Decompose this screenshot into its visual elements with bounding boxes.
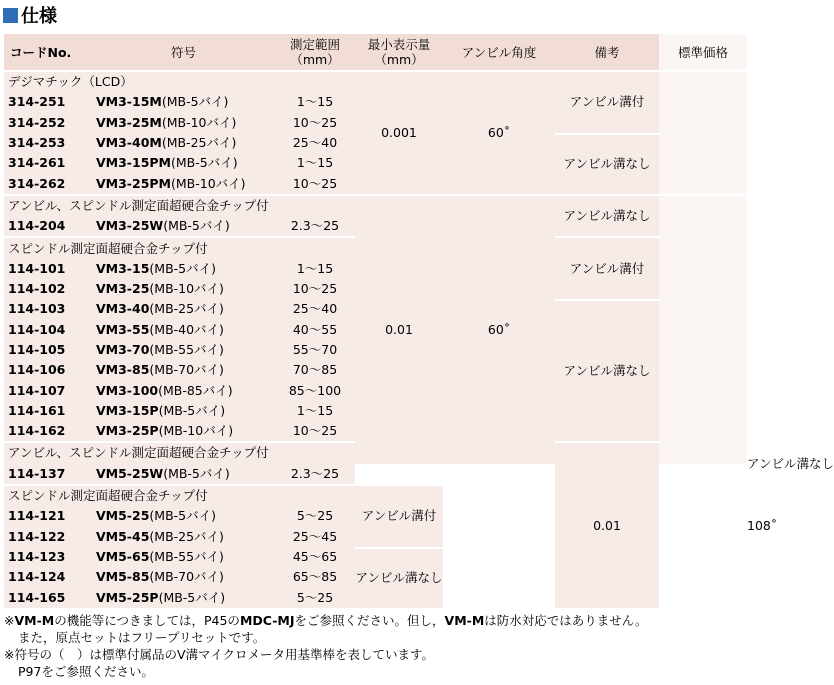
- code-cell: 114-104: [4, 320, 92, 340]
- code-cell: 314-251: [4, 92, 92, 112]
- range-cell: 1～15: [275, 153, 355, 173]
- min-display-cell: 0.01: [555, 441, 659, 607]
- code-cell: 114-102: [4, 279, 92, 299]
- note-model-ref: VM-M: [14, 613, 55, 628]
- code-cell: 114-137: [4, 464, 92, 484]
- ref-bar: (MB-5バイ): [171, 155, 238, 171]
- symbol-cell: [92, 421, 275, 441]
- table-header-row: [4, 34, 747, 72]
- ref-bar: (MB-70バイ): [149, 362, 224, 378]
- model-name: VM3-40M: [96, 135, 162, 151]
- note-text: は防水対応ではありません。: [484, 613, 648, 628]
- code-cell: 114-121: [4, 506, 92, 526]
- note-model-ref: VM-M: [444, 613, 485, 628]
- code-cell: 314-252: [4, 113, 92, 133]
- ref-bar: (MB-10バイ): [158, 423, 234, 439]
- price-cell: [659, 194, 747, 464]
- symbol-cell: [92, 279, 275, 299]
- code-cell: 114-124: [4, 567, 92, 587]
- min-display-cell: 0.01: [355, 194, 443, 464]
- footnote-2: ※符号の（ ）は標準付属品のV溝マイクロメータ用基準棒を表しています。: [4, 647, 435, 662]
- symbol-cell: [92, 92, 275, 112]
- symbol-cell: [92, 173, 275, 193]
- ref-bar: (MB-10バイ): [149, 281, 224, 297]
- range-cell: 45～65: [275, 547, 355, 567]
- model-name: VM3-15: [96, 260, 150, 276]
- code-cell: 314-261: [4, 153, 92, 173]
- symbol-cell: [92, 113, 275, 133]
- model-name: VM3-25W: [96, 218, 164, 234]
- model-name: VM5-25: [96, 508, 150, 524]
- group-label: デジマチック（LCD）: [4, 72, 355, 92]
- model-name: VM5-25P: [96, 589, 159, 605]
- model-name: VM5-65: [96, 548, 150, 564]
- range-cell: 10～25: [275, 421, 355, 441]
- range-cell: 55～70: [275, 340, 355, 360]
- header-remarks: 備考: [555, 34, 659, 72]
- ref-bar: (MB-5バイ): [149, 508, 216, 524]
- remarks-cell: アンビル溝付: [555, 236, 659, 299]
- model-name: VM3-55: [96, 321, 150, 337]
- range-cell: 25～40: [275, 299, 355, 319]
- remarks-cell: アンビル溝なし: [555, 299, 659, 441]
- code-cell: 314-253: [4, 133, 92, 153]
- header-range-l1: 測定範囲: [289, 37, 340, 52]
- range-cell: 5～25: [275, 506, 355, 526]
- ref-bar: (MB-70バイ): [149, 569, 224, 585]
- model-name: VM3-15P: [96, 402, 159, 418]
- square-bullet-icon: [3, 8, 18, 23]
- range-cell: 70～85: [275, 360, 355, 380]
- model-name: VM3-25PM: [96, 175, 171, 191]
- model-name: VM3-100: [96, 382, 159, 398]
- ref-bar: (MB-5バイ): [158, 402, 226, 418]
- group-label: スピンドル測定面超硬合金チップ付: [4, 484, 355, 506]
- header-code: コードNo.: [4, 34, 92, 72]
- symbol-cell: [92, 547, 275, 567]
- group-row: [4, 72, 747, 92]
- ref-bar: (MB-55バイ): [149, 548, 224, 564]
- group-row: アンビル、スピンドル測定面超硬合金チップ付 0.01 108˚ アンビル溝なし: [4, 441, 747, 463]
- ref-bar: (MB-5バイ): [161, 94, 229, 110]
- range-cell: 10～25: [275, 279, 355, 299]
- header-price: 標準価格: [659, 34, 747, 72]
- range-cell: 10～25: [275, 173, 355, 193]
- symbol-cell: [92, 567, 275, 587]
- model-name: VM3-40: [96, 301, 150, 317]
- model-name: VM3-70: [96, 342, 150, 357]
- ref-bar: (MB-55バイ): [149, 342, 224, 357]
- range-cell: 10～25: [275, 113, 355, 133]
- ref-bar: (MB-25バイ): [161, 135, 237, 151]
- model-name: VM3-15M: [96, 94, 162, 110]
- remarks-cell: アンビル溝なし: [555, 194, 659, 237]
- range-cell: 1～15: [275, 92, 355, 112]
- symbol-cell: [92, 299, 275, 319]
- range-cell: 5～25: [275, 587, 355, 607]
- remarks-cell: アンビル溝なし: [355, 547, 443, 608]
- code-cell: 114-204: [4, 216, 92, 236]
- footnote-1-cont: また，原点セットはフリープリセットです。: [18, 630, 266, 645]
- spec-table: [4, 34, 834, 608]
- ref-bar: (MB-5バイ): [163, 465, 230, 481]
- range-cell: 40～55: [275, 320, 355, 340]
- code-cell: 114-105: [4, 340, 92, 360]
- model-name: VM3-85: [96, 362, 150, 378]
- note-text: の機能等につきましては，P45の: [54, 613, 240, 628]
- header-range-l2: （mm）: [290, 52, 340, 67]
- group-row: [4, 194, 747, 216]
- symbol-cell: [92, 360, 275, 380]
- model-name: VM5-25W: [96, 465, 164, 481]
- ref-bar: (MB-10バイ): [171, 175, 246, 191]
- ref-bar: (MB-5バイ): [149, 260, 216, 276]
- group-label: アンビル、スピンドル測定面超硬合金チップ付: [4, 194, 355, 216]
- symbol-cell: [92, 380, 275, 400]
- model-name: VM3-25M: [96, 114, 162, 130]
- header-min-display: [355, 34, 443, 72]
- remarks-cell: アンビル溝なし: [555, 133, 659, 194]
- code-cell: 114-101: [4, 259, 92, 279]
- code-cell: 114-162: [4, 421, 92, 441]
- code-cell: 114-103: [4, 299, 92, 319]
- symbol-cell: [92, 133, 275, 153]
- symbol-cell: [92, 464, 275, 484]
- code-cell: 314-262: [4, 173, 92, 193]
- range-cell: 25～40: [275, 133, 355, 153]
- price-cell: [659, 72, 747, 194]
- footnotes: [4, 612, 648, 680]
- code-cell: 114-161: [4, 401, 92, 421]
- model-name: VM3-15PM: [96, 155, 171, 171]
- anvil-angle-cell: 60˚: [443, 194, 555, 464]
- anvil-angle-cell: 60˚: [443, 72, 555, 194]
- range-cell: 2.3～25: [275, 464, 355, 484]
- model-name: VM5-85: [96, 569, 150, 585]
- ref-bar: (MB-10バイ): [161, 114, 237, 130]
- note-model-ref: MDC-MJ: [239, 613, 295, 628]
- ref-bar: (MB-25バイ): [149, 301, 224, 317]
- group-label: スピンドル測定面超硬合金チップ付: [4, 236, 355, 258]
- note-text: をご参照ください。但し，: [294, 613, 445, 628]
- header-min-l1: 最小表示量: [367, 37, 431, 52]
- model-name: VM5-45: [96, 528, 150, 544]
- ref-bar: (MB-5バイ): [163, 218, 230, 234]
- code-cell: 114-107: [4, 380, 92, 400]
- footnote-1: [4, 612, 648, 629]
- note-mark: ※: [4, 613, 15, 628]
- footnote-2-cont: P97をご参照ください。: [18, 664, 154, 679]
- range-cell: 65～85: [275, 567, 355, 587]
- symbol-cell: [92, 401, 275, 421]
- ref-bar: (MB-85バイ): [158, 382, 233, 398]
- header-range: [275, 34, 355, 72]
- range-cell: 25～45: [275, 527, 355, 547]
- header-min-l2: （mm）: [374, 52, 424, 67]
- symbol-cell: [92, 587, 275, 607]
- group-label: アンビル、スピンドル測定面超硬合金チップ付: [4, 441, 355, 463]
- range-cell: 2.3～25: [275, 216, 355, 236]
- range-cell: 1～15: [275, 401, 355, 421]
- symbol-cell: [92, 216, 275, 236]
- code-cell: 114-122: [4, 527, 92, 547]
- section-title-text: 仕様: [21, 6, 57, 27]
- symbol-cell: [92, 340, 275, 360]
- symbol-cell: [92, 259, 275, 279]
- symbol-cell: [92, 506, 275, 526]
- ref-bar: (MB-40バイ): [149, 321, 224, 337]
- range-cell: 85～100: [275, 380, 355, 400]
- spec-table-container: [4, 34, 834, 608]
- header-symbol: 符号: [92, 34, 275, 72]
- header-anvil-angle: アンビル角度: [443, 34, 555, 72]
- model-name: VM3-25P: [96, 423, 159, 439]
- min-display-cell: 0.001: [355, 72, 443, 194]
- symbol-cell: [92, 527, 275, 547]
- code-cell: 114-106: [4, 360, 92, 380]
- symbol-cell: [92, 320, 275, 340]
- ref-bar: (MB-5バイ): [158, 589, 226, 605]
- section-title: [3, 2, 57, 28]
- code-cell: 114-165: [4, 587, 92, 607]
- code-cell: 114-123: [4, 547, 92, 567]
- range-cell: 1～15: [275, 259, 355, 279]
- remarks-cell: アンビル溝付: [355, 484, 443, 547]
- remarks-cell: アンビル溝付: [555, 72, 659, 133]
- ref-bar: (MB-25バイ): [149, 528, 224, 544]
- model-name: VM3-25: [96, 281, 150, 297]
- symbol-cell: [92, 153, 275, 173]
